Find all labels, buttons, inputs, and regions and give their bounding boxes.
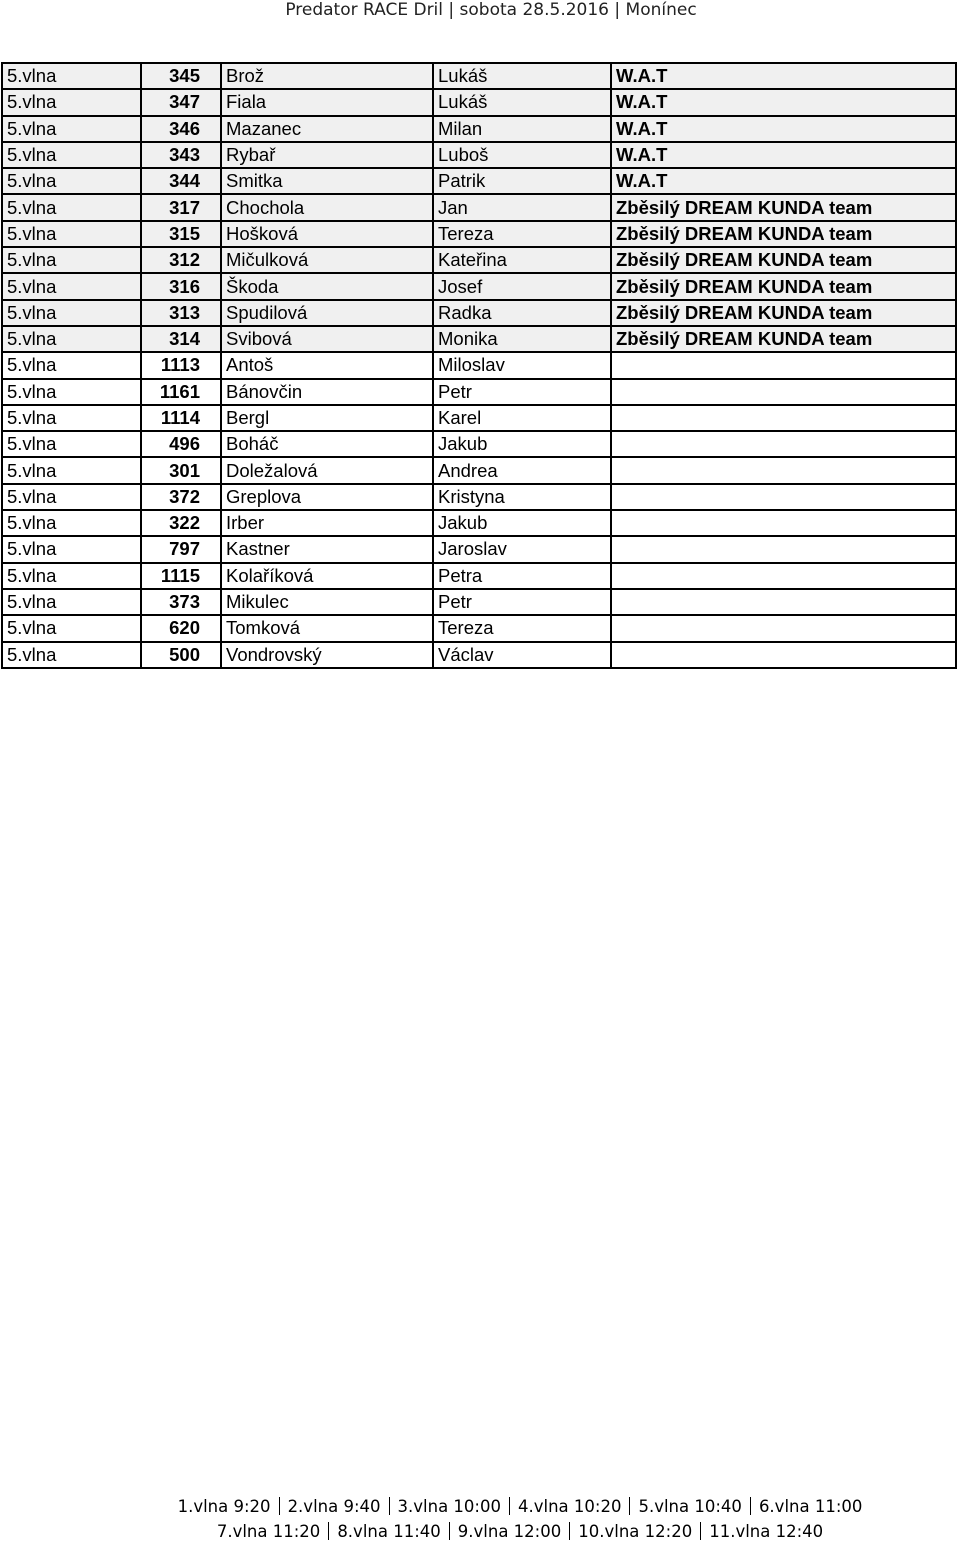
wave-cell: 5.vlna [2,431,141,457]
team-cell [611,352,956,378]
team-cell: W.A.T [611,116,956,142]
wave-cell: 5.vlna [2,379,141,405]
first-name-cell: Václav [433,642,611,668]
separator [449,1522,450,1540]
start-number-cell: 346 [141,116,221,142]
surname-cell: Brož [221,63,433,89]
team-cell [611,536,956,562]
surname-cell: Rybař [221,142,433,168]
wave-cell: 5.vlna [2,457,141,483]
separator [509,1497,510,1515]
page-title: Predator RACE Dril | sobota 28.5.2016 | Monínec [285,0,697,20]
first-name-cell: Jaroslav [433,536,611,562]
wave-time: 7.vlna 11:20 [216,1522,321,1541]
first-name-cell: Josef [433,273,611,299]
separator [328,1522,329,1540]
table-row [2,589,956,615]
start-number-cell: 1113 [141,352,221,378]
first-name-cell: Andrea [433,457,611,483]
surname-cell: Mazanec [221,116,433,142]
table-row [2,615,956,641]
first-name-cell: Petra [433,563,611,589]
team-cell: Zběsilý DREAM KUNDA team [611,273,956,299]
start-number-cell: 1161 [141,379,221,405]
wave-time: 11.vlna 12:40 [709,1522,824,1541]
first-name-cell: Radka [433,300,611,326]
surname-cell: Mikulec [221,589,433,615]
first-name-cell: Jakub [433,431,611,457]
table-row [2,405,956,431]
team-cell: Zběsilý DREAM KUNDA team [611,247,956,273]
table-row [2,536,956,562]
wave-time: 10.vlna 12:20 [578,1522,693,1541]
start-number-cell: 496 [141,431,221,457]
first-name-cell: Patrik [433,168,611,194]
team-cell [611,589,956,615]
wave-cell: 5.vlna [2,247,141,273]
team-cell [611,405,956,431]
separator [700,1522,701,1540]
first-name-cell: Petr [433,589,611,615]
team-cell [611,484,956,510]
table-row [2,168,956,194]
first-name-cell: Karel [433,405,611,431]
wave-cell: 5.vlna [2,116,141,142]
table-row [2,326,956,352]
table-row [2,247,956,273]
separator [629,1497,630,1515]
surname-cell: Vondrovský [221,642,433,668]
surname-cell: Spudilová [221,300,433,326]
surname-cell: Bergl [221,405,433,431]
first-name-cell: Kristyna [433,484,611,510]
start-number-cell: 620 [141,615,221,641]
table-row [2,116,956,142]
start-number-cell: 316 [141,273,221,299]
wave-time: 8.vlna 11:40 [337,1522,441,1541]
start-number-cell: 344 [141,168,221,194]
table-row [2,194,956,220]
start-number-cell: 500 [141,642,221,668]
first-name-cell: Miloslav [433,352,611,378]
wave-cell: 5.vlna [2,615,141,641]
table-row [2,142,956,168]
table-row [2,484,956,510]
wave-cell: 5.vlna [2,352,141,378]
surname-cell: Irber [221,510,433,536]
start-number-cell: 797 [141,536,221,562]
surname-cell: Smitka [221,168,433,194]
participants-table [1,62,957,669]
wave-cell: 5.vlna [2,589,141,615]
wave-cell: 5.vlna [2,221,141,247]
start-number-cell: 347 [141,89,221,115]
participants-table-body [2,63,956,668]
start-number-cell: 1114 [141,405,221,431]
wave-schedule-row-1 [0,1497,960,1516]
surname-cell: Škoda [221,273,433,299]
table-row [2,642,956,668]
team-cell: Zběsilý DREAM KUNDA team [611,300,956,326]
wave-cell: 5.vlna [2,642,141,668]
first-name-cell: Kateřina [433,247,611,273]
table-row [2,352,956,378]
team-cell [611,563,956,589]
surname-cell: Antoš [221,352,433,378]
table-row [2,221,956,247]
wave-time: 6.vlna 11:00 [758,1497,863,1516]
wave-cell: 5.vlna [2,89,141,115]
wave-time: 1.vlna 9:20 [177,1497,271,1516]
table-row [2,273,956,299]
wave-cell: 5.vlna [2,194,141,220]
surname-cell: Svibová [221,326,433,352]
surname-cell: Chochola [221,194,433,220]
table-row [2,63,956,89]
first-name-cell: Petr [433,379,611,405]
first-name-cell: Lukáš [433,89,611,115]
wave-cell: 5.vlna [2,510,141,536]
wave-cell: 5.vlna [2,405,141,431]
first-name-cell: Lukáš [433,63,611,89]
wave-cell: 5.vlna [2,142,141,168]
team-cell: Zběsilý DREAM KUNDA team [611,221,956,247]
team-cell: W.A.T [611,168,956,194]
start-number-cell: 322 [141,510,221,536]
wave-cell: 5.vlna [2,300,141,326]
surname-cell: Kolaříková [221,563,433,589]
separator [569,1522,570,1540]
first-name-cell: Monika [433,326,611,352]
wave-time: 3.vlna 10:00 [397,1497,501,1516]
wave-cell: 5.vlna [2,484,141,510]
start-number-cell: 301 [141,457,221,483]
first-name-cell: Jan [433,194,611,220]
wave-time: 9.vlna 12:00 [457,1522,562,1541]
wave-time: 5.vlna 10:40 [638,1497,742,1516]
table-row [2,89,956,115]
team-cell [611,642,956,668]
start-number-cell: 317 [141,194,221,220]
team-cell: W.A.T [611,89,956,115]
wave-cell: 5.vlna [2,536,141,562]
surname-cell: Fiala [221,89,433,115]
wave-cell: 5.vlna [2,563,141,589]
wave-cell: 5.vlna [2,326,141,352]
start-number-cell: 312 [141,247,221,273]
wave-cell: 5.vlna [2,168,141,194]
table-row [2,431,956,457]
surname-cell: Greplova [221,484,433,510]
start-number-cell: 1115 [141,563,221,589]
team-cell [611,615,956,641]
table-row [2,457,956,483]
start-number-cell: 313 [141,300,221,326]
surname-cell: Kastner [221,536,433,562]
wave-cell: 5.vlna [2,273,141,299]
surname-cell: Boháč [221,431,433,457]
start-number-cell: 314 [141,326,221,352]
first-name-cell: Milan [433,116,611,142]
wave-schedule-row-2 [0,1522,960,1541]
wave-time: 4.vlna 10:20 [518,1497,622,1516]
surname-cell: Bánovčin [221,379,433,405]
team-cell: W.A.T [611,142,956,168]
team-cell [611,379,956,405]
table-row [2,510,956,536]
team-cell: Zběsilý DREAM KUNDA team [611,326,956,352]
page-header [0,0,960,22]
surname-cell: Tomková [221,615,433,641]
separator [750,1497,751,1515]
team-cell [611,457,956,483]
team-cell [611,510,956,536]
surname-cell: Doležalová [221,457,433,483]
start-number-cell: 343 [141,142,221,168]
surname-cell: Hošková [221,221,433,247]
team-cell: Zběsilý DREAM KUNDA team [611,194,956,220]
table-row [2,563,956,589]
start-number-cell: 373 [141,589,221,615]
start-number-cell: 345 [141,63,221,89]
separator [279,1497,280,1515]
table-row [2,379,956,405]
team-cell [611,431,956,457]
table-row [2,300,956,326]
separator [389,1497,390,1515]
wave-cell: 5.vlna [2,63,141,89]
first-name-cell: Luboš [433,142,611,168]
start-number-cell: 315 [141,221,221,247]
wave-time: 2.vlna 9:40 [287,1497,381,1516]
first-name-cell: Tereza [433,615,611,641]
start-number-cell: 372 [141,484,221,510]
team-cell: W.A.T [611,63,956,89]
first-name-cell: Jakub [433,510,611,536]
first-name-cell: Tereza [433,221,611,247]
surname-cell: Mičulková [221,247,433,273]
